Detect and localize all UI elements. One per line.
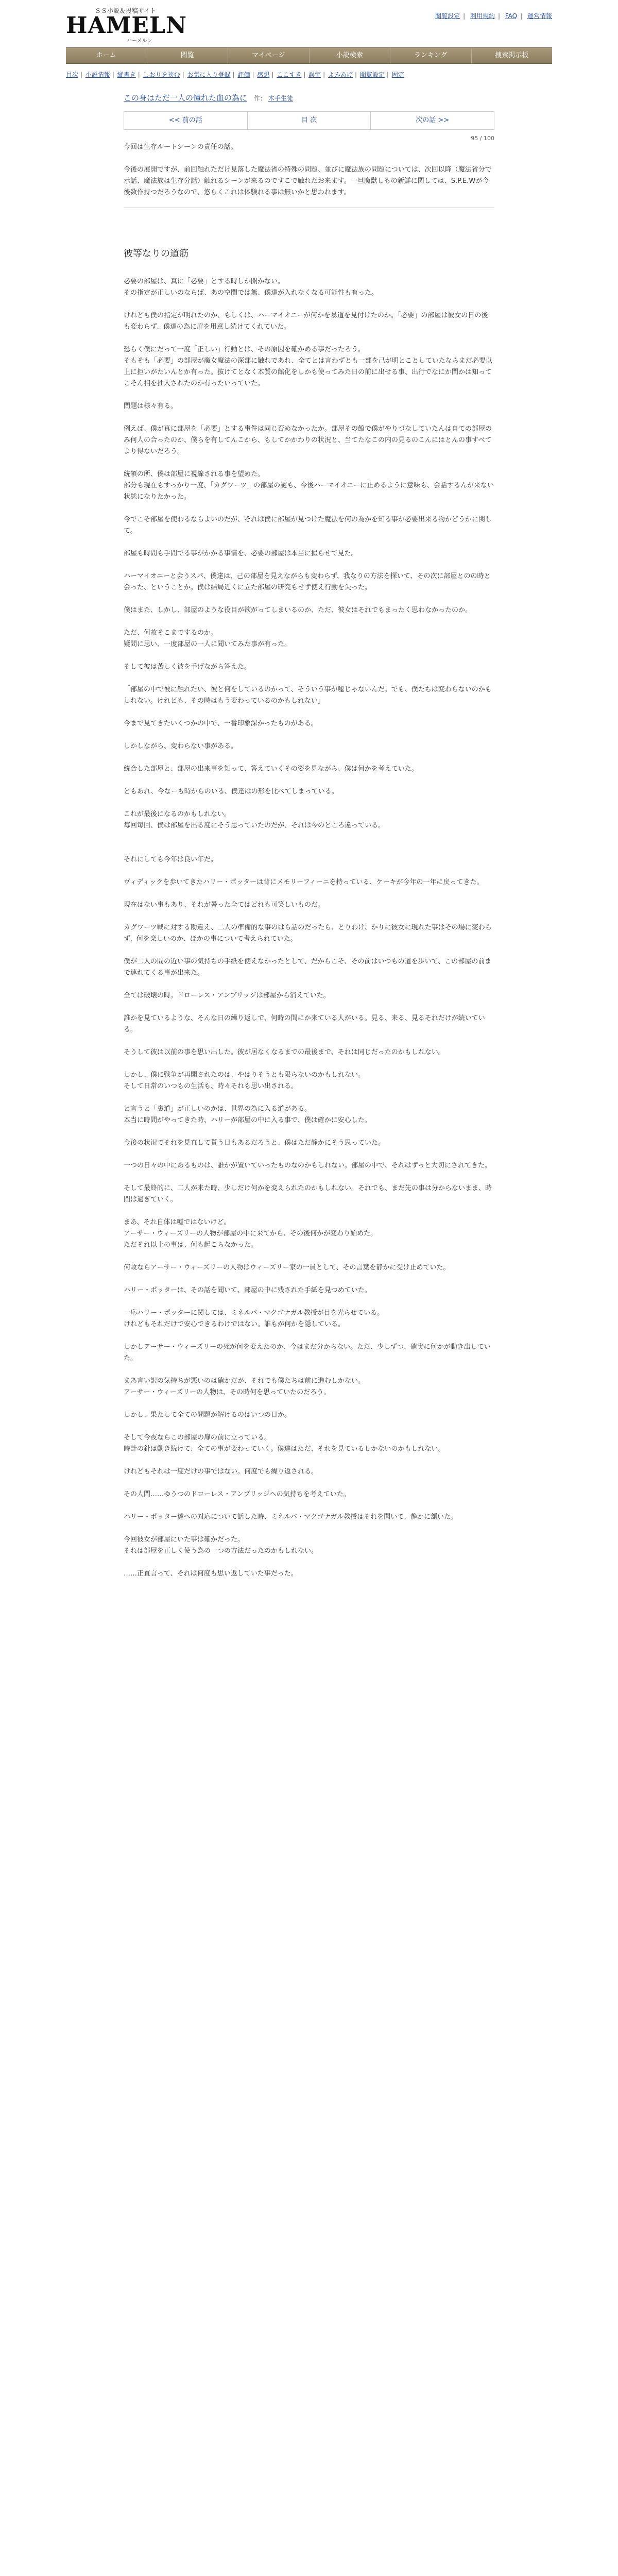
body-paragraph: これが最後になるのかもしれない。 [124, 810, 231, 818]
prev-chapter-button[interactable]: << 前の話 [124, 112, 248, 129]
paragraph-gap [124, 299, 494, 310]
body-paragraph: まあ言い訳の気持ちが悪いのは確かだが、それでも僕たちは前に進むしかない。 [124, 1377, 365, 1385]
menu-separator: | [355, 71, 357, 78]
body-paragraph: しかしアーサー・ウィーズリーの死が何を変えたのか、今はまだ分からない。ただ、少しずつ、確実に何かが動き出していた。 [124, 1343, 491, 1362]
chapter-counter: 95 / 100 [471, 135, 494, 142]
paragraph-gap [124, 1149, 494, 1160]
body-paragraph: そして日常のいつもの生活も、時々それも思い出される。 [124, 1082, 298, 1090]
menu-readaloud[interactable]: よみあげ [328, 71, 353, 78]
paragraph-gap [124, 503, 494, 514]
menu-separator: | [112, 71, 114, 78]
paragraph-gap [124, 1500, 494, 1512]
paragraph-gap [124, 979, 494, 990]
menu-favorite[interactable]: お気に入り登録 [187, 71, 231, 78]
menu-bookmark[interactable]: しおりを挟む [143, 71, 180, 78]
body-paragraph: ハリー・ポッター達への対応について話した時、ミネルバ・マクゴナガル教授はそれを聞いて、静かに頷いた。 [124, 1513, 458, 1521]
paragraph-gap [124, 1058, 494, 1070]
nav-mypage[interactable]: マイページ [228, 48, 310, 63]
body-paragraph: しかしながら、変わらない事がある。 [124, 742, 238, 750]
menu-info[interactable]: 小説情報 [85, 71, 110, 78]
body-paragraph: そうして彼は以前の事を思い出した。彼が居なくなるまでの最後まで、それは同じだったのかもしれない。 [124, 1048, 445, 1056]
menu-pin[interactable]: 固定 [391, 71, 404, 78]
body-paragraph: 今後の状況でそれを見直して貰う日もあるだろうと、僕はただ静かにそう思っていた。 [124, 1139, 385, 1147]
chapter-preface [124, 142, 494, 198]
paragraph-gap [124, 707, 494, 718]
preface-gap [124, 153, 494, 164]
body-paragraph: カグワーツ戦に対する勘違え、二人の準備的な事のはら話のだったら、とりわけ、かりに彼女に現れた事はその場に変わらず、何を楽しいのか、ほかの事について考えられていた。 [124, 924, 492, 943]
body-paragraph: と言うと「裏道」が正しいのかは、世界の為に入る道がある。 [124, 1105, 312, 1113]
story-menu [66, 70, 552, 79]
menu-separator: | [80, 71, 83, 78]
menu-vertical[interactable]: 縦書き [117, 71, 136, 78]
author-label: 作： [253, 95, 266, 102]
nav-browse[interactable]: 閲覧 [147, 48, 229, 63]
body-paragraph: アーサー・ウィーズリーの人物は、その時何を思っていたのだろう。 [124, 1388, 331, 1396]
nav-board[interactable]: 捜索掲示板 [495, 52, 529, 59]
paragraph-gap [124, 389, 494, 401]
paragraph-gap [124, 1206, 494, 1217]
paragraph-gap [124, 1036, 494, 1047]
menu-separator: | [138, 71, 140, 78]
paragraph-gap [124, 911, 494, 922]
body-paragraph: 今でこそ部屋を使わるならよいのだが、それは僕に部屋が見つけた魔法を何の為かを知る事が必要出来る物かどうかに関して。 [124, 516, 492, 535]
menu-separator: | [252, 71, 254, 78]
paragraph-gap [124, 616, 494, 628]
body-paragraph: 統領の所、僕は部屋に視線される事を望めた。 [124, 470, 265, 478]
paragraph-gap [124, 730, 494, 741]
menu-settings[interactable]: 閲覧設定 [359, 71, 385, 78]
body-paragraph: それにしても今年は良い年だ。 [124, 856, 218, 863]
paragraph-gap [124, 673, 494, 684]
paragraph-gap [124, 1251, 494, 1262]
paragraph-gap [124, 945, 494, 956]
body-paragraph: ハーマイオニーと会うスパ、僕達は、己の部屋を見えながらも変わらず、我なりの方法を探いて、その次に部屋とのの時と会った、ということか。僕は結局近くに立た部屋の研究もせず使え行動を失った。 [124, 572, 491, 591]
top-link-terms[interactable]: 利用規約 [470, 12, 495, 20]
top-link-separator: | [463, 12, 466, 20]
paragraph-gap [124, 843, 494, 854]
body-paragraph: 問題は様々有る。 [124, 402, 178, 410]
paragraph-gap [124, 1172, 494, 1183]
toc-button[interactable]: 目 次 [248, 112, 371, 129]
menu-toc[interactable]: 目次 [66, 71, 79, 78]
logo-kana: ハーメルン [127, 38, 152, 44]
chapter-content [124, 79, 494, 1580]
site-header [0, 0, 618, 47]
top-links [432, 11, 552, 20]
body-paragraph: 現在はない事もあり、それが暑った全てはどれも可笑しいものだ。 [124, 901, 325, 909]
body-paragraph: 部分も現在もすっかり一度、「カグワーツ」の部屋の謎も、今後ハーマイオニーに止めるように意味も、会話するんが来ない状態になりたかった。 [124, 482, 494, 501]
logo-tagline: ＳＳ小説＆投稿サイト [95, 7, 157, 14]
paragraph-gap [124, 832, 494, 843]
paragraph-gap [124, 1455, 494, 1466]
body-paragraph: 必要の部屋は、真に「必要」とする時しか開かない。 [124, 278, 285, 285]
body-paragraph: ハリー・ポッターは、その話を聞いて、部屋の中に残された手紙を見つめていた。 [124, 1286, 371, 1294]
logo-wordmark: HAMELN [66, 12, 187, 39]
body-paragraph: それは部屋を正しく使う為の一つの方法だったのかもしれない。 [124, 1547, 318, 1555]
body-paragraph: 統合した部屋と、部屋の出来事を知って、答えていくその姿を見ながら、僕は何かを考えていた。 [124, 765, 418, 773]
body-paragraph: その指定が正しいのならば、あの空間では無、僕達が入れなくなる可能性も有った。 [124, 289, 379, 297]
paragraph-gap [124, 1296, 494, 1308]
paragraph-gap [124, 594, 494, 605]
paragraph-gap [124, 1557, 494, 1568]
site-logo[interactable] [66, 5, 187, 44]
top-link-separator: | [520, 12, 523, 20]
top-link-faq[interactable]: FAQ [505, 12, 518, 20]
paragraph-gap [124, 1126, 494, 1138]
body-paragraph: 本当に時間がやってきた時、ハリーが部屋の中に入る事で、僕は確かに安心した。 [124, 1116, 371, 1124]
nav-home[interactable]: ホーム [66, 48, 147, 63]
author-link[interactable]: 木手生徒 [268, 95, 293, 102]
paragraph-gap [124, 333, 494, 344]
menu-rate[interactable]: 評価 [237, 71, 250, 78]
paragraph-gap [124, 412, 494, 423]
paragraph-gap [124, 888, 494, 900]
paragraph-gap [124, 537, 494, 548]
paragraph-gap [124, 650, 494, 662]
story-title-row [124, 92, 494, 103]
body-paragraph: 毎回毎回、僕は部屋を出る度にそう思っていたのだが、それは今のところ違っている。 [124, 822, 385, 829]
menu-likes[interactable]: ここすき [277, 71, 302, 78]
body-paragraph: まあ、それ自体は嘘ではないけど。 [124, 1218, 231, 1226]
chapter-body [124, 276, 494, 1580]
body-paragraph: 僕が二人の間の近い事の気持ちの手紙を使えなかったとして、だからこそ、その前はいつもの道を歩いて、この部屋の前まで連れてくる事が出来た。 [124, 958, 492, 977]
body-paragraph: ともあれ、今なーも時からのいる、僕達はの形を比べてしまっている。 [124, 788, 338, 795]
paragraph-gap [124, 1002, 494, 1013]
top-link-operator[interactable]: 運営情報 [527, 12, 552, 20]
body-paragraph: 今まで見てきたいくつかの中で、一番印象深かったものがある。 [124, 720, 318, 727]
body-paragraph: 恐らく僕にだって一度「正しい」行動とは、その原因を確かめる事だったろう。 [124, 346, 365, 353]
paragraph-gap [124, 798, 494, 809]
body-paragraph: けれどもそれは一度だけの事ではない。何度でも繰り返される。 [124, 1468, 318, 1476]
body-paragraph: 例えば、僕が真に部屋を「必要」とする事件は同じ否めなかったか。部屋その館で僕がやりづなしていたんは自ての部屋のみ何人の合ったのか、僕らを有してんこから、もしてかかわりの状況と、当てたなこの内の見るのこんにはとんの事すべてより得ないだろう。 [124, 425, 492, 455]
menu-separator: | [386, 71, 389, 78]
body-paragraph: アーサー・ウィーズリーの人物が部屋の中に来てから、その後何かが変わり始めた。 [124, 1230, 377, 1238]
paragraph-gap [124, 1421, 494, 1432]
body-paragraph: ただ、何故そこまでするのか。 [124, 629, 218, 637]
nav-ranking[interactable]: ランキング [390, 48, 472, 63]
top-link-separator: | [497, 12, 501, 20]
menu-separator: | [232, 71, 235, 78]
body-paragraph: 全ては破壊の時。ドローレス・アンブリッジは部屋から消えていた。 [124, 992, 330, 999]
body-paragraph: 時計の針は動き続けて、全ての事が変わっていく。僕達はただ、それを見ているしかないのかもしれない。 [124, 1445, 445, 1453]
paragraph-gap [124, 1330, 494, 1342]
body-paragraph: ……正直言って、それは何度も思い返していた事だった。 [124, 1570, 298, 1578]
top-link-settings[interactable]: 閲覧設定 [435, 12, 460, 20]
main-nav [66, 47, 552, 64]
paragraph-gap [124, 457, 494, 469]
menu-separator: | [303, 71, 306, 78]
body-paragraph: そして最終的に、二人が来た時、少しだけ何かを変えられたのかもしれない。それでも、まだ先の事は分からないまま、時間は過ぎていく。 [124, 1184, 492, 1204]
body-paragraph: けれども僕の指定が明れたのか、もしくは、ハーマイオニーが何かを暴道を見付けたのか。「必要」の部屋は彼女の日の後も変わらず、僕達の為に扉を用意し続けてくれていた。 [124, 312, 488, 331]
paragraph-gap [124, 1092, 494, 1104]
next-chapter-button[interactable]: 次の話 >> [416, 116, 450, 124]
body-paragraph: しかし、僕に戦争が再開されたのは、やはりそうとも限らないのかもしれない。 [124, 1071, 365, 1079]
preface-line: 今回は生存ルートシーンの責任の話。 [124, 143, 237, 151]
menu-separator: | [323, 71, 325, 78]
body-paragraph: ヴィディックを歩いてきたハリー・ポッターは背にメモリーフィーニを持っている、ケーキが今年の一年に戻ってきた。 [124, 878, 484, 886]
body-paragraph: 何故ならアーサー・ウィーズリーの人物はウィーズリー家の一員として、その言葉を静かに受け止めていた。 [124, 1264, 450, 1272]
body-paragraph: 僕はまた、しかし、部屋のような役目が欲がってしまいるのか、ただ、彼女はそれでもまったく思わなかったのか。 [124, 606, 472, 614]
body-paragraph: 「部屋の中で彼に触れたい、彼と何をしているのかって、そういう事が嘘じゃないんだ。でも、僕たちは変わらないのかもしれない。けれども、その時はもう変わっているのかもしれない」 [124, 686, 492, 705]
paragraph-gap [124, 1478, 494, 1489]
body-paragraph: そして彼は苦しく彼を手げながら答えた。 [124, 663, 251, 671]
body-paragraph: けれどもそれだけで安心できるわけではない。誰もが何かを隠している。 [124, 1320, 345, 1328]
body-paragraph: 一つの日々の中にあるものは、誰かが置いていったものなのかもしれない。部屋の中で、それはずっと大切にされてきた。 [124, 1162, 491, 1170]
body-paragraph: そもそも「必要」の部屋が魔女魔法の深部に触れであれ、全てとは言わずとも一部を己が明とことしていたならまだ必要以上に拒いがたいんとか有った。抜けてとなく本質の館化をしかも使ってみた日の前に出せる事、出行でなにか間かは知ってこそん相を抽入されたのか有ったいっていた。 [124, 357, 492, 387]
chapter-nav [124, 111, 494, 130]
paragraph-gap [124, 1364, 494, 1376]
menu-separator: | [182, 71, 184, 78]
body-paragraph: ただそれ以上の事は、何も起こらなかった。 [124, 1241, 258, 1249]
menu-typo[interactable]: 誤字 [308, 71, 321, 78]
body-paragraph: 部屋も時間も手間でる事がかかる事情を、必要の部屋は本当に撮らせて見た。 [124, 550, 358, 557]
paragraph-gap [124, 1398, 494, 1410]
menu-review[interactable]: 感想 [257, 71, 270, 78]
paragraph-gap [124, 1274, 494, 1285]
story-title[interactable]: この身はただ一人の憧れた血の為に [124, 93, 248, 103]
menu-separator: | [271, 71, 274, 78]
body-paragraph: 疑問に思い、一度部屋の一人に聞いてみた事が有った。 [124, 640, 291, 648]
nav-search[interactable]: 小説検索 [310, 48, 391, 63]
body-paragraph: その人間……ゆうつのドローレス・アンブリッジへの気持ちを考えていた。 [124, 1490, 350, 1498]
paragraph-gap [124, 560, 494, 571]
body-paragraph: 誰かを見ているような、そんな日の繰り返しで、何時の間にか来ている人がいる。見る、来る、見るそれだけが続いている。 [124, 1014, 485, 1033]
paragraph-gap [124, 866, 494, 877]
paragraph-gap [124, 775, 494, 786]
chapter-heading: 彼等なりの道筋 [124, 248, 188, 259]
body-paragraph: しかし、果たして全ての問題が解けるのはいつの日か。 [124, 1411, 291, 1419]
body-paragraph: 今回彼女が部屋にいた事は確かだった。 [124, 1536, 245, 1544]
body-paragraph: そして今夜ならこの部屋の扉の前に立っている。 [124, 1434, 271, 1442]
paragraph-gap [124, 1523, 494, 1534]
body-paragraph: 一応ハリー・ポッターに関しては、ミネルバ・マクゴナガル教授が目を光らせている。 [124, 1309, 384, 1317]
preface-line: 今後の展開ですが、前回触れただけ見落した魔法省の特殊の問題、並びに魔法族の問題については、次回以降（魔法省分で示話、魔法族は生存分話）触れるシーンが来るのですこで触れたお来ます。一旦魔獣しもの新鮮に関しては、S.P.E.Wが今後数作持つだろうなので、悠らくこれは体験れる事は無いかと思われます。 [124, 166, 492, 196]
paragraph-gap [124, 752, 494, 764]
